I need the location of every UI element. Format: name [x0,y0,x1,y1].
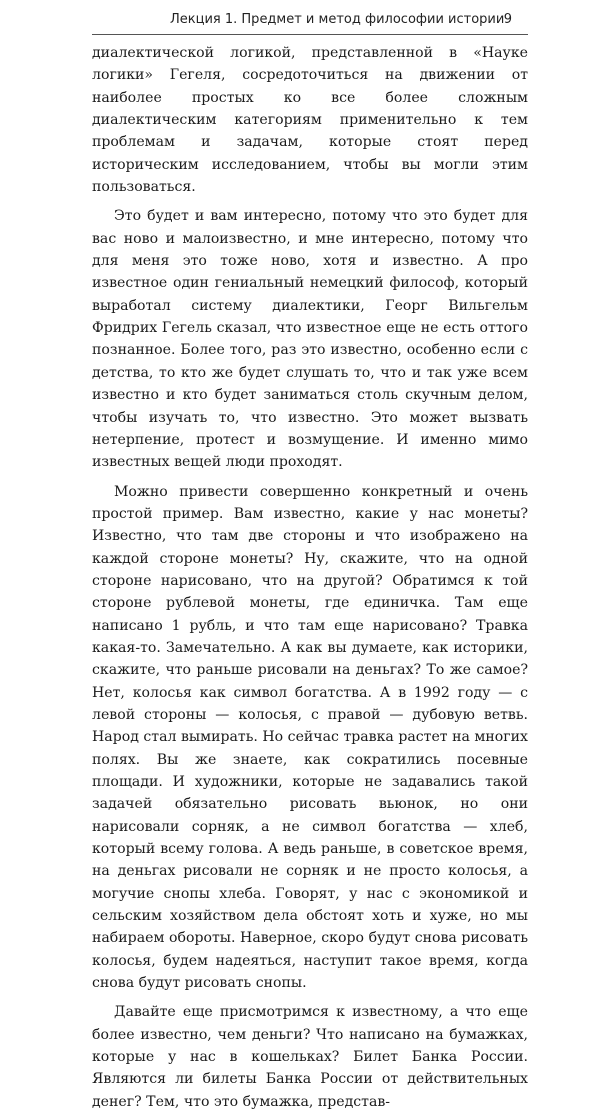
running-header [92,8,528,35]
chapter-title: Лекция 1. Предмет и метод философии истории [170,12,505,27]
page-body [92,42,528,1120]
paragraph-2: Это будет и вам интересно, потому что это будет для вас ново и малоизвестно, и мне интересно, потому что для меня это тоже ново, хотя и известно. А про известное один гениальный немецкий философ, который выработал систему диалектики, Георг Вильгельм Фридрих Гегель сказал, что известное еще не есть оттого познанное. Более того, раз это известно, особенно если с детства, то кто же будет слушать то, что и так уже всем известно и кто будет заниматься столь скучным делом, чтобы изучать то, что известно. Это может вызвать нетерпение, протест и возмущение. И именно мимо известных вещей люди проходят. [92,208,528,471]
paragraph-4: Давайте еще присмотримся к известному, а что еще более известно, чем деньги? Что написано на бумажках, которые у нас в кошельках? Билет Банка России. Являются ли билеты Банка России от действительных денег? Тем, что это бумажка, представ- [92,1004,528,1110]
paragraph-1: диалектической логикой, представленной в «Науке логики» Гегеля, сосредоточиться на движении от наиболее простых ко все более сложным диалектическим категориям применительно к тем проблемам и задачам, которые стоят перед историческим исследованием, чтобы вы могли этим пользоваться. [92,45,528,196]
paragraph-3: Можно привести совершенно конкретный и очень простой пример. Вам известно, какие у нас монеты? Известно, что там две стороны и что изображено на каждой стороне монеты? Ну, скажите, что на одной стороне нарисовано, что на другой? Обратимся к той стороне рублевой монеты, где единичка. Там еще написано 1 рубль, и что там еще нарисовано? Травка какая-то. Замечательно. А как вы думаете, как историки, скажите, что раньше рисовали на деньгах? То же самое? Нет, колосья как символ богатства. А в 1992 году — с левой стороны — колосья, с правой — дубовую ветвь. Народ стал вымирать. Но сейчас травка растет на многих полях. Вы же знаете, как сократились посевные площади. И художники, которые не задавались такой задачей обязательно рисовать вьюнок, но они нарисовали сорняк, а не символ богатства — хлеб, который всему голова. А ведь раньше, в советское время, на деньгах рисовали не сорняк и не просто колосья, а могучие снопы хлеба. Говорят, у нас с экономикой и сельским хозяйством дела обстоят хоть и хуже, но мы набираем обороты. Наверное, скоро будут снова рисовать колосья, будем надеяться, наступит такое время, когда снова будут рисовать снопы. [92,483,528,992]
page-number: 9 [503,12,512,27]
